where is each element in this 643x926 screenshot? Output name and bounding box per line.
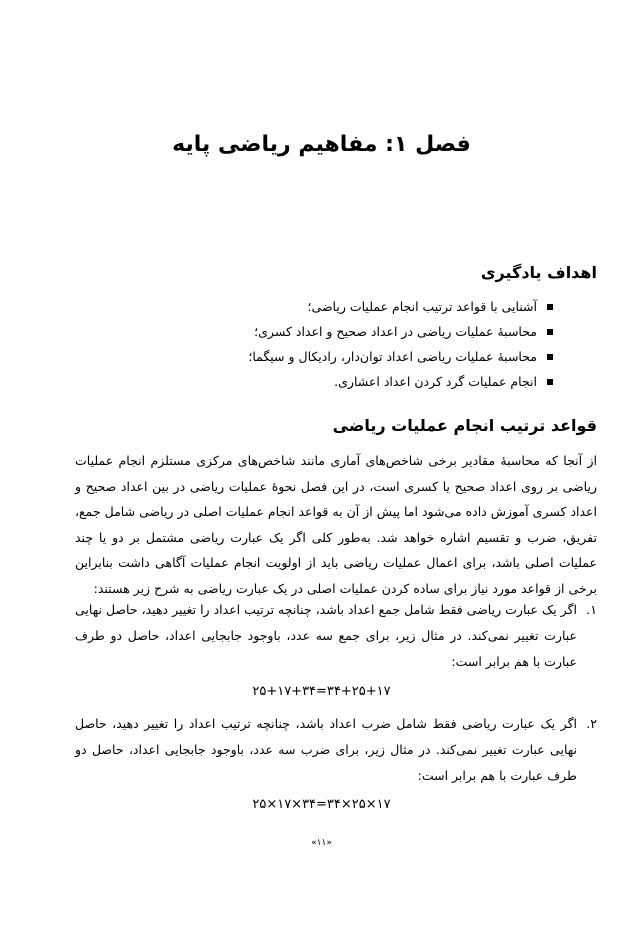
list-item: محاسبهٔ عملیات ریاضی در اعداد صحیح و اعداد کسری؛ <box>95 319 555 344</box>
objectives-heading: اهداف یادگیری <box>480 263 597 282</box>
equation: ۲۵+۱۷+۳۴=۳۴+۲۵+۱۷ <box>252 684 391 699</box>
body-paragraph: از آنجا که محاسبهٔ مقادیر برخی شاخص‌های آماری مانند شاخص‌های مرکزی مستلزم انجام عملیات ریاضی بر روی اعداد صحیح یا کسری است، در این فصل نحوهٔ عملیات ریاضی در بین اعداد صحیح و اعداد کسری آموزش داده می‌شود اما پیش از آن به قواعد انجام عملیات اصلی در ریاضی شامل جمع، تفریق، ضرب و تقسیم اشاره خواهد شد. به‌طور کلی اگر یک عبارت ریاضی مشتمل بر دو یا چند عملیات اصلی باشد، برای اعمال عملیات ریاضی باید از اولویت انجام عملیات آگاهی داشت بنابراین برخی از قواعد مورد نیاز برای ساده کردن عملیات اصلی در یک عبارت ریاضی به شرح زیر هستند: <box>75 453 597 596</box>
chapter-title: فصل ۱: مفاهیم ریاضی پایه <box>172 132 471 157</box>
rule-item <box>75 597 597 675</box>
rule-text: اگر یک عبارت ریاضی فقط شامل ضرب اعداد باشد، چنانچه ترتیب اعداد را تغییر دهید، حاصل نهایی عبارت تغییر نمی‌کند. در مثال زیر، برای ضرب سه عدد، باوجود جابجایی اعداد، حاصل دو طرف عبارت با هم برابر است: <box>75 716 577 783</box>
list-item: انجام عملیات گرد کردن اعداد اعشاری. <box>95 369 555 394</box>
rule-number: ۲. <box>586 716 597 731</box>
rule-text: اگر یک عبارت ریاضی فقط شامل جمع اعداد باشد، چنانچه ترتیب اعداد را تغییر دهید، حاصل نهایی عبارت تغییر نمی‌کند. در مثال زیر، برای جمع سه عدد، باوجود جابجایی اعداد، حاصل دو طرف عبارت با هم برابر است: <box>75 602 577 669</box>
page-number: «۱۱» <box>311 838 332 848</box>
objectives-list <box>95 294 555 394</box>
section-heading: قواعد ترتیب انجام عملیات ریاضی <box>332 416 597 435</box>
rule-number: ۱. <box>586 602 597 617</box>
equation: ۲۵×۱۷×۳۴=۳۴×۲۵×۱۷ <box>252 797 391 812</box>
rule-item <box>75 711 597 789</box>
list-item: آشنایی با قواعد ترتیب انجام عملیات ریاضی؛ <box>95 294 555 319</box>
list-item: محاسبهٔ عملیات ریاضی اعداد توان‌دار، رادیکال و سیگما؛ <box>95 344 555 369</box>
